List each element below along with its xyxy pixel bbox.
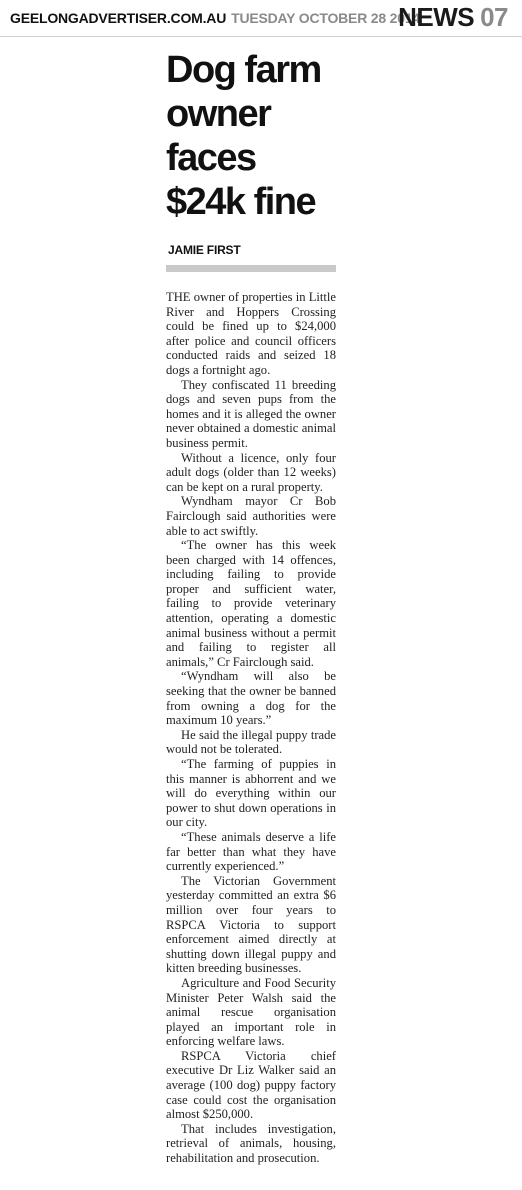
byline-rule [166, 265, 336, 272]
site-name: GEELONGADVERTISER.COM.AU [10, 10, 227, 26]
paragraph: “Wyndham will also be seeking that the owner be banned from owning a dog for the maximum 10 years.” [166, 669, 336, 728]
byline: JAMIE FIRST [168, 243, 241, 257]
paragraph: “The farming of puppies in this manner is abhorrent and we will do everything within our power to shut down operations in our city. [166, 757, 336, 830]
paragraph: Without a licence, only four adult dogs (older than 12 weeks) can be kept on a rural property. [166, 450, 336, 494]
headline [166, 48, 366, 224]
masthead-site [10, 10, 420, 26]
paragraph: Agriculture and Food Security Minister Peter Walsh said the animal rescue organisation played an important role in enforcing welfare laws. [166, 975, 336, 1049]
paragraph: “The owner has this week been charged with 14 offences, including failing to provide proper and sufficient water, failing to provide veterinary attention, operating a domestic animal business without a permit and failing to register all animals,” Cr Fairclough said. [166, 538, 336, 669]
paragraph: RSPCA Victoria chief executive Dr Liz Walker said an average (100 dog) puppy factory case could cost the organisation almost $250,000. [166, 1048, 336, 1122]
page-number: 07 [480, 2, 508, 32]
paragraph: “These animals deserve a life far better than what they have currently experienced.” [166, 829, 336, 874]
section-label [398, 2, 508, 33]
paragraph: He said the illegal puppy trade would not be tolerated. [166, 727, 336, 757]
masthead [10, 2, 508, 34]
masthead-rule [0, 36, 522, 37]
headline-line: faces [166, 137, 256, 179]
article-body [166, 290, 336, 1166]
headline-line: Dog farm [166, 49, 321, 91]
headline-line: owner [166, 93, 271, 135]
section-name: NEWS [398, 2, 475, 32]
headline-line: $24k fine [166, 181, 316, 223]
paragraph: Wyndham mayor Cr Bob Fairclough said authorities were able to act swiftly. [166, 494, 336, 538]
publication-date: TUESDAY OCTOBER 28 2014 [231, 10, 421, 26]
paragraph: The Victorian Government yesterday committed an extra $6 million over four years to RSPCA Victoria to support enforcement aimed directly at shutting down illegal puppy and kitten breeding businesses. [166, 873, 336, 976]
paragraph: THE owner of properties in Little River and Hoppers Crossing could be fined up to $24,000 after police and council officers conducted raids and seized 18 dogs a fortnight ago. [166, 290, 336, 377]
paragraph: They confiscated 11 breeding dogs and seven pups from the homes and it is alleged the owner never obtained a domestic animal business permit. [166, 377, 336, 450]
paragraph: That includes investigation, retrieval of animals, housing, rehabilitation and prosecution. [166, 1121, 336, 1166]
